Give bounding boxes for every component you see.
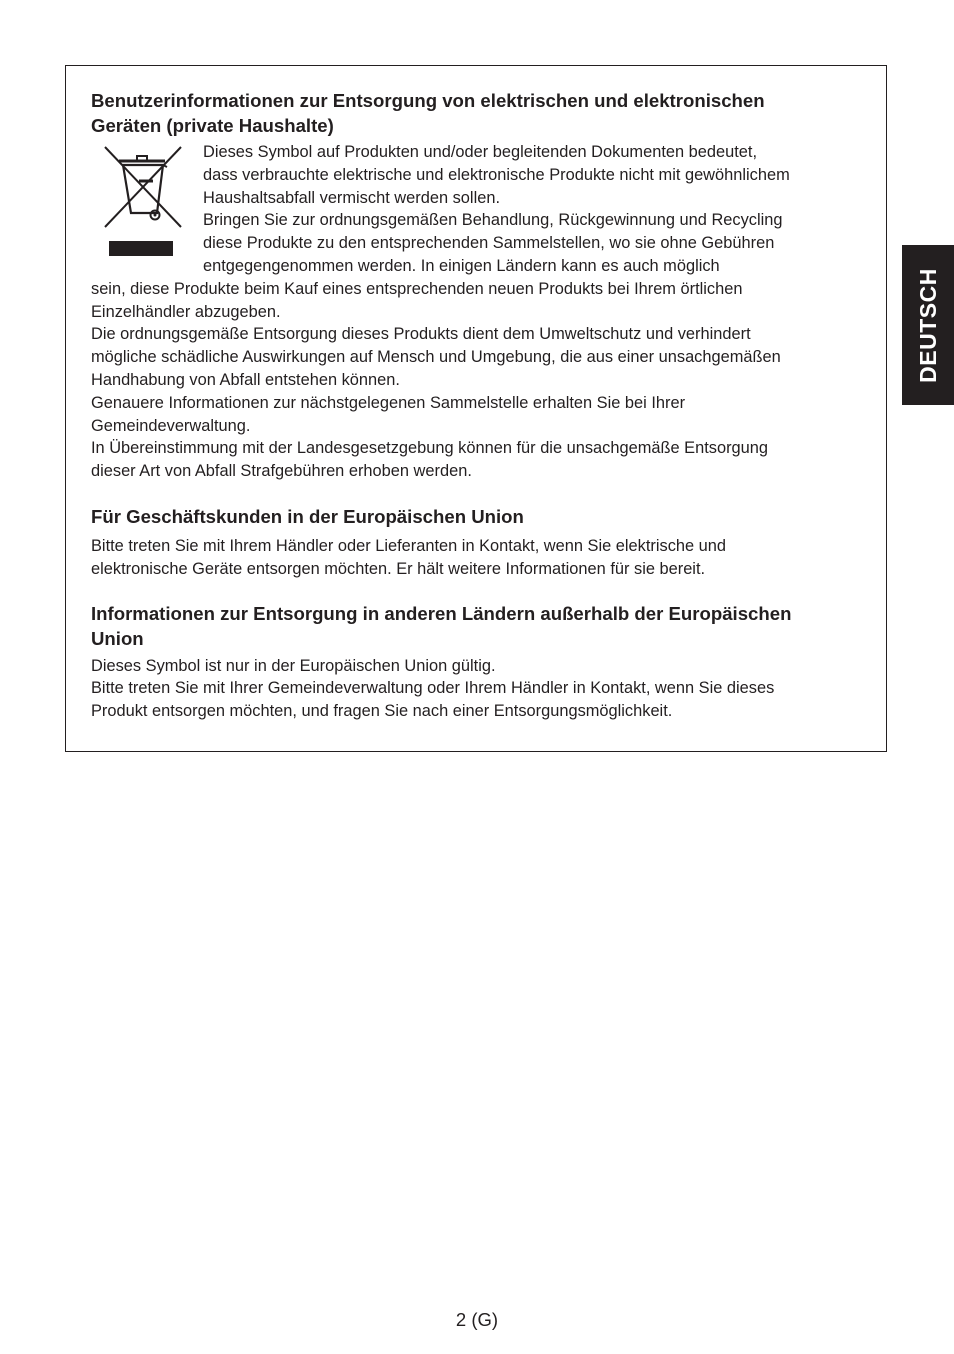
text-line: Genauere Informationen zur nächstgelegenen Sammelstelle erhalten Sie bei Ihrer xyxy=(91,393,686,412)
wheelie-bin-svg xyxy=(99,143,189,235)
text-line: Dieses Symbol auf Produkten und/oder begleitenden Dokumenten bedeutet, xyxy=(203,143,758,161)
outside-eu-text xyxy=(91,655,866,723)
text-line: Dieses Symbol ist nur in der Europäischen Union gültig. xyxy=(91,656,496,675)
text-line: Produkt entsorgen möchten, und fragen Sie nach einer Entsorgungsmöglichkeit. xyxy=(91,702,673,721)
text-line: dieser Art von Abfall Strafgebühren erhoben werden. xyxy=(91,462,472,481)
heading-line: Benutzerinformationen zur Entsorgung von elektrischen und elektronischen xyxy=(91,90,765,111)
text-line: sein, diese Produkte beim Kauf eines entsprechenden neuen Produkts bei Ihrem örtlichen xyxy=(91,279,743,298)
text-line: Die ordnungsgemäße Entsorgung dieses Produkts dient dem Umweltschutz und verhindert xyxy=(91,325,751,344)
heading-line: Union xyxy=(91,627,144,649)
text-line: Handhabung von Abfall entstehen können. xyxy=(91,370,400,389)
text-line: Bitte treten Sie mit Ihrer Gemeindeverwaltung oder Ihrem Händler in Kontakt, wenn Sie dieses xyxy=(91,679,775,698)
weee-notice-box xyxy=(65,65,887,752)
text-line: In Übereinstimmung mit der Landesgesetzgebung können für die unsachgemäße Entsorgung xyxy=(91,439,768,458)
heading-line: Informationen zur Entsorgung in anderen Ländern außerhalb der Europäischen xyxy=(91,602,792,624)
notice-content xyxy=(91,88,866,723)
language-tab-label: DEUTSCH xyxy=(914,267,941,383)
solid-bar-marker xyxy=(109,241,173,256)
private-households-body-text xyxy=(91,278,866,483)
text-line: Haushaltsabfall vermischt werden sollen. xyxy=(203,188,500,207)
text-line: entgegengenommen werden. In einigen Ländern kann es auch möglich xyxy=(203,256,720,275)
outside-eu-heading xyxy=(91,601,866,651)
private-households-wrapped-text xyxy=(91,141,866,278)
text-line: elektronische Geräte entsorgen möchten. Er hält weitere Informationen für sie bereit. xyxy=(91,559,706,578)
heading-line: Geräten (private Haushalte) xyxy=(91,115,334,136)
text-line: Gemeindeverwaltung. xyxy=(91,416,251,435)
text-line: diese Produkte zu den entsprechenden Sammelstellen, wo sie ohne Gebühren xyxy=(203,234,775,253)
text-line: Einzelhändler abzugeben. xyxy=(91,302,281,321)
text-line: dass verbrauchte elektrische und elektronische Produkte nicht mit gewöhnlichem xyxy=(203,165,790,184)
business-customers-heading: Für Geschäftskunden in der Europäischen Union xyxy=(91,505,524,527)
language-tab xyxy=(902,245,954,405)
business-customers-text xyxy=(91,535,866,581)
private-households-heading xyxy=(91,88,866,138)
text-line: Bitte treten Sie mit Ihrem Händler oder Lieferanten in Kontakt, wenn Sie elektrische und xyxy=(91,536,727,555)
text-line: mögliche schädliche Auswirkungen auf Mensch und Umgebung, die aus einer unsachgemäßen xyxy=(91,348,781,367)
text-line: Bringen Sie zur ordnungsgemäßen Behandlung, Rückgewinnung und Recycling xyxy=(203,211,783,230)
page-number: 2 (G) xyxy=(455,1309,499,1330)
crossed-out-wheelie-bin-icon xyxy=(91,141,203,261)
